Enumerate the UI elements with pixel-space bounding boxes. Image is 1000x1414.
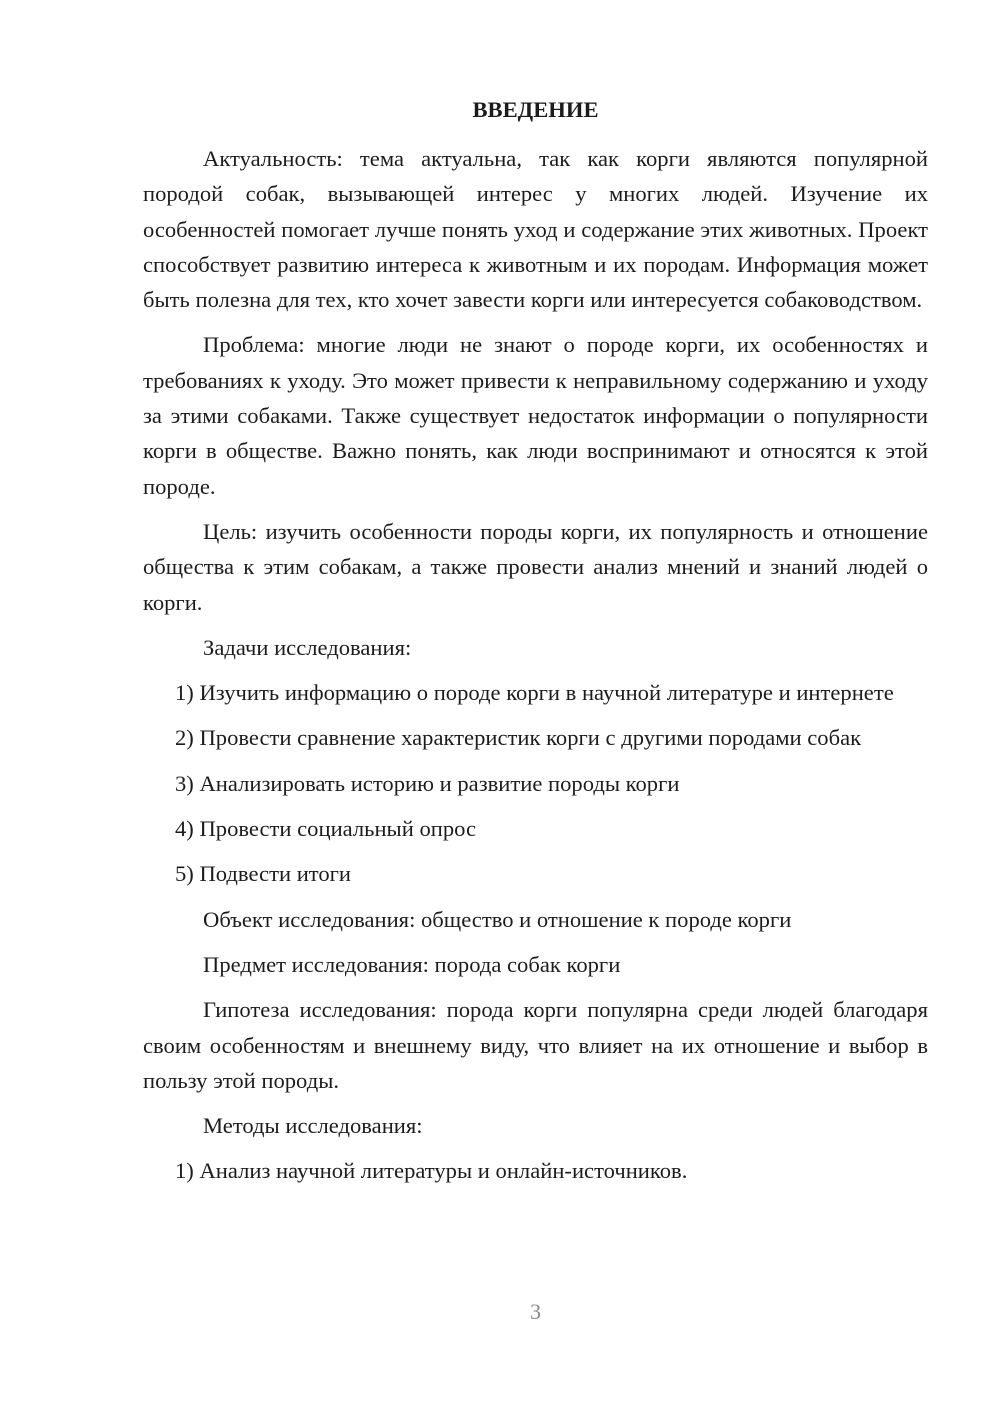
relevance-paragraph: Актуальность: тема актуальна, так как корги являются популярной породой собак, вызывающей интерес у многих людей. Изучение их особенностей помогает лучше понять уход и содержание этих животных. Проект способствует развитию интереса к животным и их породам. Информация может быть полезна для тех, кто хочет завести корги или интересуется собаководством. bbox=[143, 146, 928, 313]
section-heading: ВВЕДЕНИЕ bbox=[472, 97, 599, 122]
task-item-5: 5) Подвести итоги bbox=[175, 861, 352, 887]
page-number: 3 bbox=[530, 1299, 541, 1324]
tasks-title: Задачи исследования: bbox=[203, 634, 412, 660]
problem-paragraph: Проблема: многие люди не знают о породе корги, их особенностях и требованиях к уходу. Это может привести к неправильному содержанию и уходу за этими собаками. Также существует недостаток информации о популярности корги в обществе. Важно понять, как люди воспринимают и относятся к этой породе. bbox=[143, 332, 928, 499]
hypothesis-paragraph: Гипотеза исследования: порода корги популярна среди людей благодаря своим особенностям и внешнему виду, что влияет на их отношение и выбор в пользу этой породы. bbox=[143, 997, 928, 1093]
task-item-1: 1) Изучить информацию о породе корги в научной литературе и интернете bbox=[175, 680, 894, 706]
object-paragraph: Объект исследования: общество и отношение к породе корги bbox=[203, 906, 792, 932]
task-item-2: 2) Провести сравнение характеристик корги с другими породами собак bbox=[175, 725, 862, 751]
task-item-4: 4) Провести социальный опрос bbox=[175, 816, 477, 842]
method-item-1: 1) Анализ научной литературы и онлайн-источников. bbox=[175, 1158, 688, 1184]
methods-title: Методы исследования: bbox=[203, 1113, 423, 1139]
goal-paragraph: Цель: изучить особенности породы корги, их популярность и отношение общества к этим собакам, а также провести анализ мнений и знаний людей о корги. bbox=[143, 518, 928, 615]
subject-paragraph: Предмет исследования: порода собак корги bbox=[203, 951, 621, 977]
task-item-3: 3) Анализировать историю и развитие породы корги bbox=[175, 770, 680, 796]
